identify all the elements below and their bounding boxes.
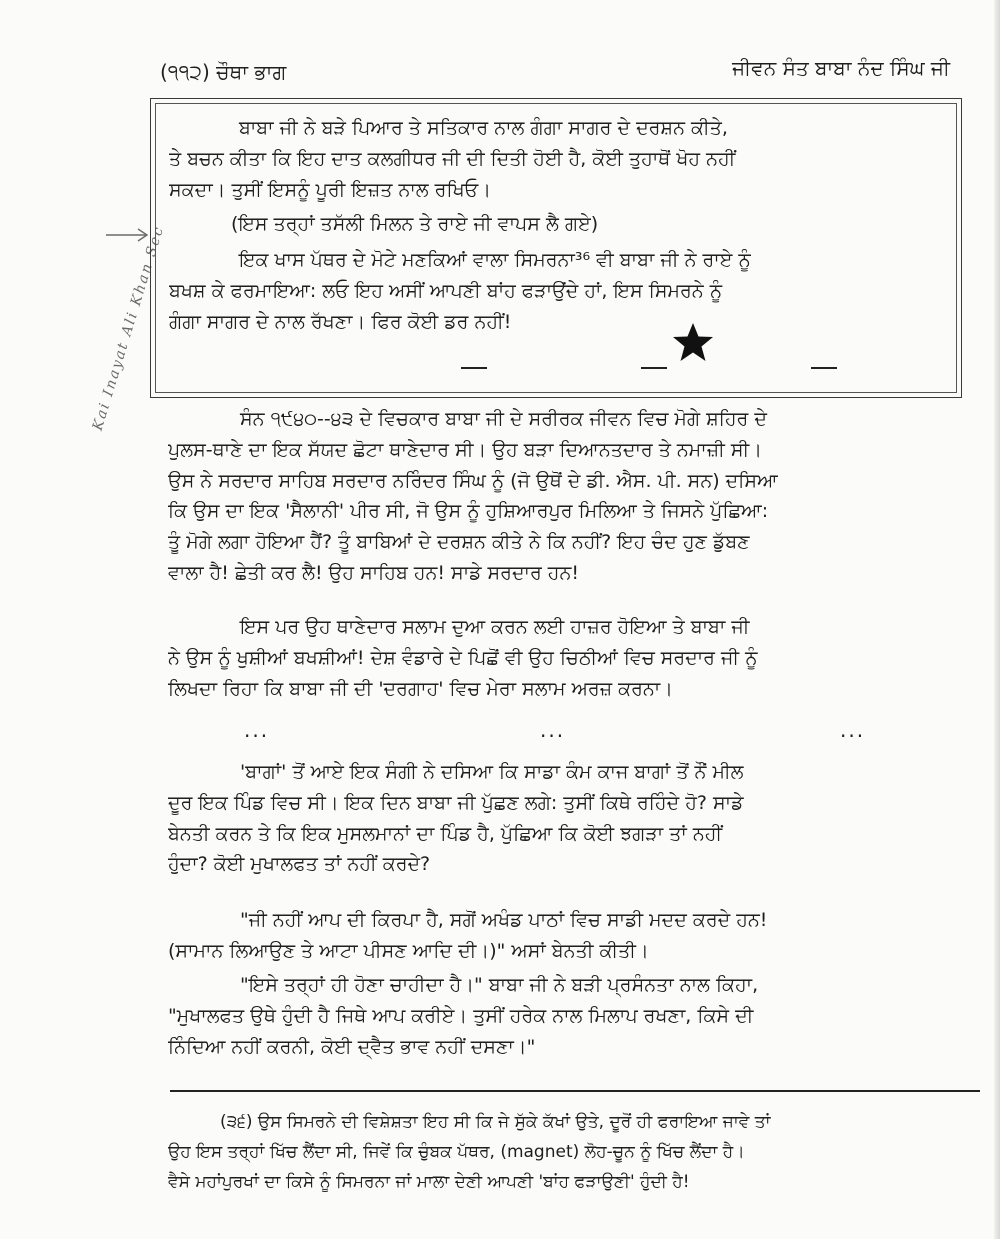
page-number-and-section: (੧੧੨) ਚੌਥਾ ਭਾਗ bbox=[160, 60, 287, 84]
book-title: ਜੀਵਨ ਸੰਤ ਬਾਬਾ ਨੰਦ ਸਿੰਘ ਜੀ bbox=[732, 56, 950, 80]
separator-dash bbox=[641, 367, 667, 369]
text-line: ਉਹ ਇਸ ਤਰ੍ਹਾਂ ਖਿੱਚ ਲੈਂਦਾ ਸੀ, ਜਿਵੇਂ ਕਿ ਚੁੰਬਕ ਪੱਥਰ, (magnet) ਲੋਹ-ਚੂਨ ਨੂੰ ਖਿੱਚ ਲੈਂਦਾ ਹੈ। bbox=[168, 1141, 745, 1162]
footnote bbox=[168, 1108, 980, 1197]
separator-dash bbox=[461, 367, 487, 369]
text-line: ਤੂੰ ਮੋਗੇ ਲਗਾ ਹੋਇਆ ਹੈਂ? ਤੂੰ ਬਾਬਿਆਂ ਦੇ ਦਰਸ਼ਨ ਕੀਤੇ ਨੇ ਕਿ ਨਹੀਂ? ਇਹ ਚੰਦ ਹੁਣ ਡੁੱਬਣ bbox=[168, 531, 750, 554]
handwritten-margin-note: Kai Inayat Ali Khan Sec bbox=[89, 223, 168, 433]
text-line: ਵਾਲਾ ਹੈ! ਛੇਤੀ ਕਰ ਲੈ! ਉਹ ਸਾਹਿਬ ਹਨ! ਸਾਡੇ ਸਰਦਾਰ ਹਨ! bbox=[168, 561, 579, 584]
box-paragraph-3 bbox=[169, 245, 944, 337]
body-paragraph-4 bbox=[168, 905, 960, 967]
text-line: ਵੈਸੇ ਮਹਾਂਪੁਰਖਾਂ ਦਾ ਕਿਸੇ ਨੂੰ ਸਿਮਰਨਾ ਜਾਂ ਮਾਲਾ ਦੇਣੀ ਆਪਣੀ 'ਬਾਂਹ ਫੜਾਉਣੀ' ਹੁੰਦੀ ਹੈ! bbox=[168, 1171, 690, 1192]
text-line: ਲਿਖਦਾ ਰਿਹਾ ਕਿ ਬਾਬਾ ਜੀ ਦੀ 'ਦਰਗਾਹ' ਵਿਚ ਮੇਰਾ ਸਲਾਮ ਅਰਜ਼ ਕਰਨਾ। bbox=[168, 677, 673, 700]
boxed-passage bbox=[150, 98, 962, 398]
body-paragraph-3 bbox=[168, 757, 960, 880]
separator-dash bbox=[811, 367, 837, 369]
text-line: ਸੰਨ ੧੯੪੦--੪੩ ਦੇ ਵਿਚਕਾਰ ਬਾਬਾ ਜੀ ਦੇ ਸਰੀਰਕ ਜੀਵਨ ਵਿਚ ਮੋਗੇ ਸ਼ਹਿਰ ਦੇ bbox=[240, 408, 767, 430]
section-ellipsis: ... bbox=[540, 718, 566, 742]
text-line: ਨੇ ਉਸ ਨੂੰ ਖੁਸ਼ੀਆਂ ਬਖਸ਼ੀਆਂ! ਦੇਸ਼ ਵੰਡਾਰੇ ਦੇ ਪਿਛੋਂ ਵੀ ਉਹ ਚਿਠੀਆਂ ਵਿਚ ਸਰਦਾਰ ਜੀ ਨੂੰ bbox=[168, 646, 758, 669]
section-ellipsis: ... bbox=[840, 718, 866, 742]
text-line: (੩੬) ਉਸ ਸਿਮਰਨੇ ਦੀ ਵਿਸ਼ੇਸ਼ਤਾ ਇਹ ਸੀ ਕਿ ਜੇ ਸੁੱਕੇ ਕੱਖਾਂ ਉਤੇ, ਦੂਰੋਂ ਹੀ ਫਰਾਇਆ ਜਾਵੇ ਤਾਂ bbox=[220, 1112, 771, 1132]
text-line: "ਇਸੇ ਤਰ੍ਹਾਂ ਹੀ ਹੋਣਾ ਚਾਹੀਦਾ ਹੈ।" ਬਾਬਾ ਜੀ ਨੇ ਬੜੀ ਪ੍ਰਸੰਨਤਾ ਨਾਲ ਕਿਹਾ, bbox=[240, 974, 759, 996]
text-line: ਹੁੰਦਾ? ਕੋਈ ਮੁਖਾਲਫਤ ਤਾਂ ਨਹੀਂ ਕਰਦੇ? bbox=[168, 853, 431, 876]
text-line: ਬਾਬਾ ਜੀ ਨੇ ਬੜੇ ਪਿਆਰ ਤੇ ਸਤਿਕਾਰ ਨਾਲ ਗੰਗਾ ਸਾਗਰ ਦੇ ਦਰਸ਼ਨ ਕੀਤੇ, bbox=[239, 117, 728, 139]
text-line: ਦੂਰ ਇਕ ਪਿੰਡ ਵਿਚ ਸੀ। ਇਕ ਦਿਨ ਬਾਬਾ ਜੀ ਪੁੱਛਣ ਲਗੇ: ਤੁਸੀਂ ਕਿਥੇ ਰਹਿੰਦੇ ਹੋ? ਸਾਡੇ bbox=[168, 791, 744, 814]
body-paragraph-5 bbox=[168, 970, 960, 1062]
text-line: ਸਕਦਾ। ਤੁਸੀਂ ਇਸਨੂੰ ਪੂਰੀ ਇਜ਼ਤ ਨਾਲ ਰਖਿਓ। bbox=[169, 178, 492, 201]
text-line: (ਇਸ ਤਰ੍ਹਾਂ ਤਸੱਲੀ ਮਿਲਨ ਤੇ ਰਾਏ ਜੀ ਵਾਪਸ ਲੈ ਗਏ) bbox=[231, 213, 599, 235]
text-line: 'ਬਾਗਾਂ' ਤੋਂ ਆਏ ਇਕ ਸੰਗੀ ਨੇ ਦਸਿਆ ਕਿ ਸਾਡਾ ਕੰਮ ਕਾਜ ਬਾਗਾਂ ਤੋਂ ਨੌਂ ਮੀਲ bbox=[240, 761, 744, 783]
text-line: "ਮੁਖਾਲਫਤ ਉਥੇ ਹੁੰਦੀ ਹੈ ਜਿਥੇ ਆਪ ਕਰੀਏ। ਤੁਸੀਂ ਹਰੇਕ ਨਾਲ ਮਿਲਾਪ ਰਖਣਾ, ਕਿਸੇ ਦੀ bbox=[168, 1004, 754, 1027]
footnote-rule bbox=[170, 1090, 980, 1092]
star-icon bbox=[671, 321, 715, 363]
text-line: "ਜੀ ਨਹੀਂ ਆਪ ਦੀ ਕਿਰਪਾ ਹੈ, ਸਗੋਂ ਅਖੰਡ ਪਾਠਾਂ ਵਿਚ ਸਾਡੀ ਮਦਦ ਕਰਦੇ ਹਨ! bbox=[240, 909, 768, 931]
handwritten-arrow-icon bbox=[104, 227, 150, 243]
text-line: ਨਿੰਦਿਆ ਨਹੀਂ ਕਰਨੀ, ਕੋਈ ਦ੍ਵੈਤ ਭਾਵ ਨਹੀਂ ਦਸਣਾ।" bbox=[168, 1035, 536, 1058]
text-line: ਤੇ ਬਚਨ ਕੀਤਾ ਕਿ ਇਹ ਦਾਤ ਕਲਗੀਧਰ ਜੀ ਦੀ ਦਿਤੀ ਹੋਈ ਹੈ, ਕੋਈ ਤੁਹਾਥੋਂ ਖੋਹ ਨਹੀਂ bbox=[169, 147, 736, 170]
page-header bbox=[160, 56, 950, 88]
text-line: ਇਕ ਖਾਸ ਪੱਥਰ ਦੇ ਮੋਟੇ ਮਣਕਿਆਂ ਵਾਲਾ ਸਿਮਰਨਾ³⁶ ਵੀ ਬਾਬਾ ਜੀ ਨੇ ਰਾਏ ਨੂੰ bbox=[239, 249, 751, 271]
section-ellipsis: ... bbox=[244, 718, 270, 742]
body-paragraph-2 bbox=[168, 612, 960, 704]
text-line: ਇਸ ਪਰ ਉਹ ਥਾਣੇਦਾਰ ਸਲਾਮ ਦੁਆ ਕਰਨ ਲਈ ਹਾਜ਼ਰ ਹੋਇਆ ਤੇ ਬਾਬਾ ਜੀ bbox=[240, 616, 750, 638]
text-line: ਗੰਗਾ ਸਾਗਰ ਦੇ ਨਾਲ ਰੱਖਣਾ। ਫਿਰ ਕੋਈ ਡਰ ਨਹੀਂ! bbox=[169, 310, 512, 333]
text-line: ਕਿ ਉਸ ਦਾ ਇਕ 'ਸੈਲਾਨੀ' ਪੀਰ ਸੀ, ਜੋ ਉਸ ਨੂੰ ਹੁਸ਼ਿਆਰਪੁਰ ਮਿਲਿਆ ਤੇ ਜਿਸਨੇ ਪੁੱਛਿਆ: bbox=[168, 500, 769, 523]
page-edge-shadow bbox=[994, 0, 1000, 1239]
text-line: ਬੇਨਤੀ ਕਰਨ ਤੇ ਕਿ ਇਕ ਮੁਸਲਮਾਨਾਂ ਦਾ ਪਿੰਡ ਹੈ, ਪੁੱਛਿਆ ਕਿ ਕੋਈ ਝਗੜਾ ਤਾਂ ਨਹੀਂ bbox=[168, 822, 723, 845]
body-paragraph-1 bbox=[168, 404, 960, 589]
box-paragraph-2 bbox=[231, 209, 931, 240]
text-line: ਬਖਸ਼ ਕੇ ਫਰਮਾਇਆ: ਲਓ ਇਹ ਅਸੀਂ ਆਪਣੀ ਬਾਂਹ ਫੜਾਉਂਦੇ ਹਾਂ, ਇਸ ਸਿਮਰਨੇ ਨੂੰ bbox=[169, 279, 723, 302]
box-paragraph-1 bbox=[169, 113, 944, 205]
text-line: (ਸਾਮਾਨ ਲਿਆਉਣ ਤੇ ਆਟਾ ਪੀਸਣ ਆਦਿ ਦੀ।)" ਅਸਾਂ ਬੇਨਤੀ ਕੀਤੀ। bbox=[168, 939, 649, 962]
text-line: ਪੁਲਸ-ਥਾਣੇ ਦਾ ਇਕ ਸੱਯਦ ਛੋਟਾ ਥਾਣੇਦਾਰ ਸੀ। ਉਹ ਬੜਾ ਦਿਆਨਤਦਾਰ ਤੇ ਨਮਾਜ਼ੀ ਸੀ। bbox=[168, 438, 763, 461]
text-line: ਉਸ ਨੇ ਸਰਦਾਰ ਸਾਹਿਬ ਸਰਦਾਰ ਨਰਿੰਦਰ ਸਿੰਘ ਨੂੰ (ਜੋ ਉਥੋਂ ਦੇ ਡੀ. ਐਸ. ਪੀ. ਸਨ) ਦਸਿਆ bbox=[168, 469, 778, 492]
